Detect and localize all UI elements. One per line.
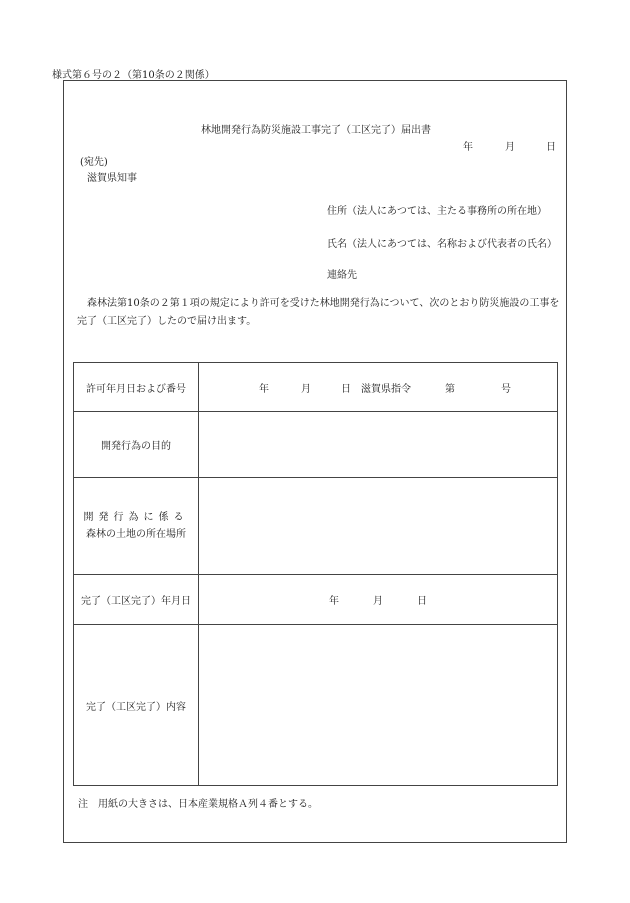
permit-go-label: 号 [501, 383, 511, 395]
completion-month-label: 月 [373, 596, 383, 607]
permit-month-label: 月 [301, 383, 311, 395]
permit-year-label: 年 [259, 383, 269, 395]
permit-label: 許可年月日および番号 [74, 363, 199, 412]
location-field[interactable] [199, 478, 558, 575]
table-row-location [74, 478, 558, 575]
table-row-completion-date [74, 575, 558, 625]
table-row-completion-content [74, 625, 558, 786]
completion-day-label: 日 [417, 596, 427, 607]
notification-body-text: 森林法第10条の２第１項の規定により許可を受けた林地開発行為について、次のとおり防災施設の工事を完了（工区完了）したので届け出ます。 [77, 298, 560, 327]
completion-content-field[interactable] [199, 625, 558, 786]
permit-dai-label: 第 [445, 383, 455, 395]
completion-year-label: 年 [329, 596, 339, 607]
notification-body [77, 295, 565, 331]
footnote: 注 用紙の大きさは、日本産業規格Ａ列４番とする。 [78, 799, 318, 810]
date-month-label: 月 [505, 142, 515, 153]
info-table [73, 362, 558, 786]
permit-authority-label: 滋賀県指令 [361, 383, 411, 395]
completion-content-label: 完了（工区完了）内容 [74, 625, 199, 786]
permit-day-label: 日 [341, 383, 351, 395]
addressee-label: (宛先) [80, 157, 108, 168]
location-label-line2: 森林の土地の所在場所 [86, 529, 186, 540]
document-title: 林地開発行為防災施設工事完了（工区完了）届出書 [201, 125, 431, 136]
form-number-label: 様式第６号の２（第10条の２関係） [52, 70, 215, 81]
table-row-purpose [74, 412, 558, 478]
date-day-label: 日 [546, 142, 556, 153]
purpose-label: 開発行為の目的 [74, 412, 199, 478]
table-row-permit [74, 363, 558, 412]
submission-date [463, 138, 556, 153]
location-label [74, 478, 199, 575]
location-label-line1: 開発行為に係る [83, 512, 189, 523]
completion-date-label: 完了（工区完了）年月日 [74, 575, 199, 625]
applicant-name-label: 氏名（法人にあつては、名称および代表者の氏名） [327, 239, 557, 250]
completion-date-field[interactable] [199, 575, 558, 625]
permit-value-field[interactable] [199, 363, 558, 412]
applicant-address-label: 住所（法人にあつては、主たる事務所の所在地） [327, 206, 547, 217]
purpose-field[interactable] [199, 412, 558, 478]
applicant-contact-label: 連絡先 [327, 270, 357, 281]
addressee: 滋賀県知事 [87, 173, 137, 184]
date-year-label: 年 [463, 142, 473, 153]
